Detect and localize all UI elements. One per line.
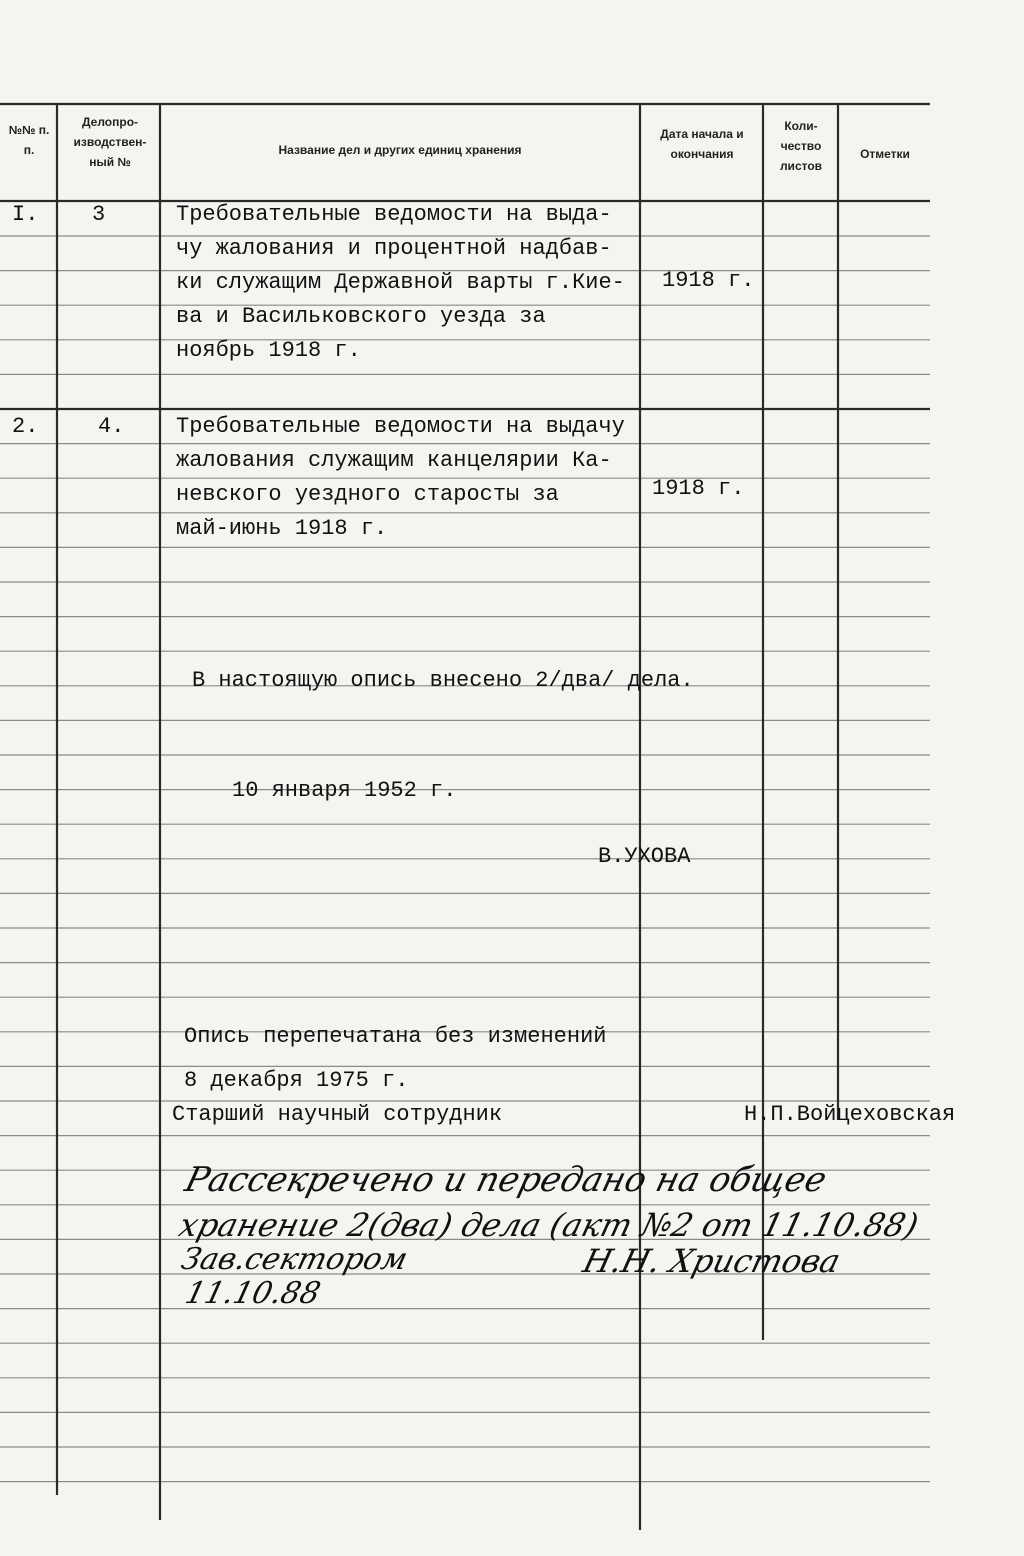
handwritten-line-4: 11.10.88 <box>181 1276 324 1311</box>
row2-title-line: май-июнь 1918 г. <box>176 516 388 541</box>
row1-office-num: 3 <box>92 202 106 227</box>
row1-title-line: Требовательные ведомости на выда- <box>176 202 612 227</box>
row1-title-line: ва и Васильковского уезда за <box>176 304 546 329</box>
row2-office-num: 4. <box>98 414 125 439</box>
header-notes: Отметки <box>860 147 910 161</box>
row1-title-line: ноябрь 1918 г. <box>176 338 361 363</box>
handwritten-line-2: хранение 2(два) дела (акт №2 от 11.10.88) <box>175 1206 923 1244</box>
row2-dates: 1918 г. <box>652 476 745 501</box>
row1-title-line: ки служащим Державной варты г.Кие- <box>176 270 625 295</box>
row2-title-line: жалования служащим канцелярии Ка- <box>176 448 612 473</box>
header-title: Название дел и других единиц хранения <box>278 143 522 157</box>
reprint-position: Старший научный сотрудник <box>172 1102 503 1127</box>
handwritten-signature: Н.Н. Христова <box>579 1242 845 1280</box>
row1-dates: 1918 г. <box>662 268 755 293</box>
header-num: №№ п. п. <box>8 123 50 157</box>
row1-num: I. <box>12 202 39 227</box>
header-sheets: Коли-чество листов <box>779 119 823 173</box>
header-dates: Дата начала и окончания <box>660 127 744 161</box>
summary-text: В настоящую опись внесено 2/два/ дела. <box>192 668 694 693</box>
reprint-note: Опись перепечатана без изменений <box>184 1024 607 1049</box>
row2-num: 2. <box>12 414 39 439</box>
handwritten-line-1: Рассекречено и передано на общее <box>181 1160 831 1200</box>
date-signed: 10 января 1952 г. <box>232 778 457 803</box>
reprint-signer: Н.П.Войцеховская <box>744 1102 956 1127</box>
handwritten-line-3: Зав.сектором <box>177 1242 412 1277</box>
header-office-num: Делопро-изводствен-ный № <box>73 115 147 169</box>
row1-title-line: чу жалования и процентной надбав- <box>176 236 612 261</box>
reprint-date: 8 декабря 1975 г. <box>184 1068 409 1093</box>
row2-title-line: невского уездного старосты за <box>176 482 559 507</box>
signer-name: В.УХОВА <box>598 844 691 869</box>
row2-title-line: Требовательные ведомости на выдачу <box>176 414 625 439</box>
